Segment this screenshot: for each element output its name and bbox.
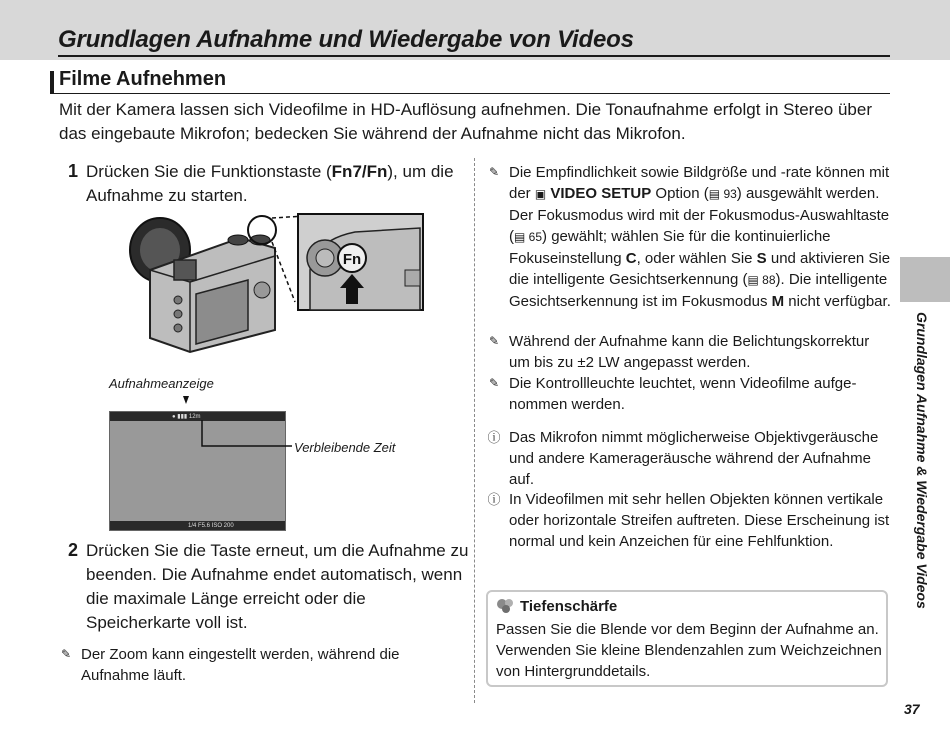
section-marker [50, 71, 54, 93]
note-icon: ✎ [488, 376, 500, 390]
chapter-side-tab [900, 257, 950, 302]
left-note-1-text: Der Zoom kann eingestellt werden, während die Aufnahme läuft. [81, 646, 400, 684]
page-number: 37 [904, 701, 920, 717]
lcd-top-readout: ● ▮▮▮ 12m [172, 414, 201, 420]
video-menu-icon: ▣ [534, 187, 547, 201]
right-note-3-text: Die Kontrollleuchte leuchtet, wenn Videofilme aufgenommen werden. [509, 375, 857, 413]
caution-1-text: Das Mikrofon nimmt möglicherweise Objektivgeräusche und andere Kamerageräusche während der Aufnahme auf. [509, 429, 879, 488]
camera-illustration [120, 210, 430, 360]
page-ref-93: ▤ 93 [708, 187, 737, 201]
right-note-2 [487, 331, 892, 373]
caution-1 [487, 427, 892, 490]
page-ref-88: ▤ 88 [747, 273, 776, 287]
video-setup-label: VIDEO SETUP [550, 185, 652, 202]
lcd-bottom-readout: 1/4 F5.6 ISO 200 [188, 523, 234, 529]
tip-icon [496, 598, 516, 614]
step-2-text: Drücken Sie die Taste erneut, um die Aufnahme zu beenden. Die Aufnahme endet automatisch, wenn die maximale Länge erreicht oder die Speicherkarte voll ist. [86, 541, 469, 632]
right-note-1-text: Die Empfindlichkeit sowie Bildgröße und -rate können mit der ▣ VIDEO SETUP Option (▤ 93) ausgewählt werden. Der Fokusmodus wird mit der Fokusmodus-Auswahltaste (▤ 65) gewählt; wählen Sie für die kontinuierliche Fokuseinstellung C, oder wählen Sie S und aktivieren Sie die intelligente Gesichtserkennung (▤ 88). Die intelligente Gesichtserkennung ist im Fokusmodus M nicht verfügbar. [509, 164, 891, 310]
step-2-number: 2 [68, 540, 79, 560]
tip-text: Passen Sie die Blende vor dem Beginn der Aufnahme an. Verwenden Sie kleine Blendenzahlen zum Weichzeichnen von Hintergrunddetails. [496, 621, 882, 680]
step-1-text-after: ), um die Aufnahme zu starten. [86, 162, 454, 205]
note-icon: ✎ [60, 647, 72, 661]
side-chapter-label: Grundlagen Aufnahme & Wiedergabe Videos [914, 312, 930, 609]
tip-title: Tiefenschärfe [520, 598, 618, 615]
chapter-title: Grundlagen Aufnahme und Wiedergabe von Videos [58, 26, 634, 53]
caution-icon: ⓘ [487, 430, 501, 445]
caution-2 [487, 489, 892, 552]
caution-icon: ⓘ [487, 492, 501, 507]
remaining-time-callout [198, 416, 294, 452]
remaining-time-caption: Verbleibende Zeit [294, 440, 396, 455]
right-note-1 [487, 162, 892, 312]
step-1-text [86, 160, 466, 208]
note-icon: ✎ [488, 165, 500, 179]
focus-mode-m: M [771, 293, 785, 310]
tip-box [486, 590, 888, 687]
section-rule [50, 93, 890, 94]
section-title: Filme Aufnehmen [59, 68, 227, 90]
page-ref-65: ▤ 65 [514, 230, 543, 244]
right-note-2-text: Während der Aufnahme kann die Belichtungskorrektur um bis zu ±2 LW angepasst werden. [509, 333, 870, 371]
focus-mode-c: C [625, 250, 637, 267]
caution-2-text: In Videofilmen mit sehr hellen Objekten können vertikale oder horizontale Streifen auftreten. Diese Erscheinung ist normal und kein Anzeichen für eine Fehlfunktion. [509, 491, 890, 550]
recording-indicator-arrow [183, 396, 189, 404]
note-icon: ✎ [488, 334, 500, 348]
chapter-rule [58, 55, 890, 57]
column-divider [474, 158, 475, 703]
fn-key-label: Fn7/Fn [331, 162, 388, 181]
left-note-1 [59, 644, 459, 686]
fn-button-label: Fn [342, 251, 362, 268]
right-note-3 [487, 373, 892, 415]
step-1-number: 1 [68, 161, 79, 181]
section-intro: Mit der Kamera lassen sich Videofilme in HD-Auflösung aufnehmen. Die Tonaufnahme erfolgt in Stereo über das eingebaute Mikrofon; bedecken Sie während der Aufnahme nicht das Mikrofon. [59, 100, 872, 143]
step-1-text-before: Drücken Sie die Funktionstaste ( [86, 162, 332, 181]
focus-mode-s: S [756, 250, 767, 267]
recording-indicator-caption: Aufnahmeanzeige [109, 376, 214, 391]
